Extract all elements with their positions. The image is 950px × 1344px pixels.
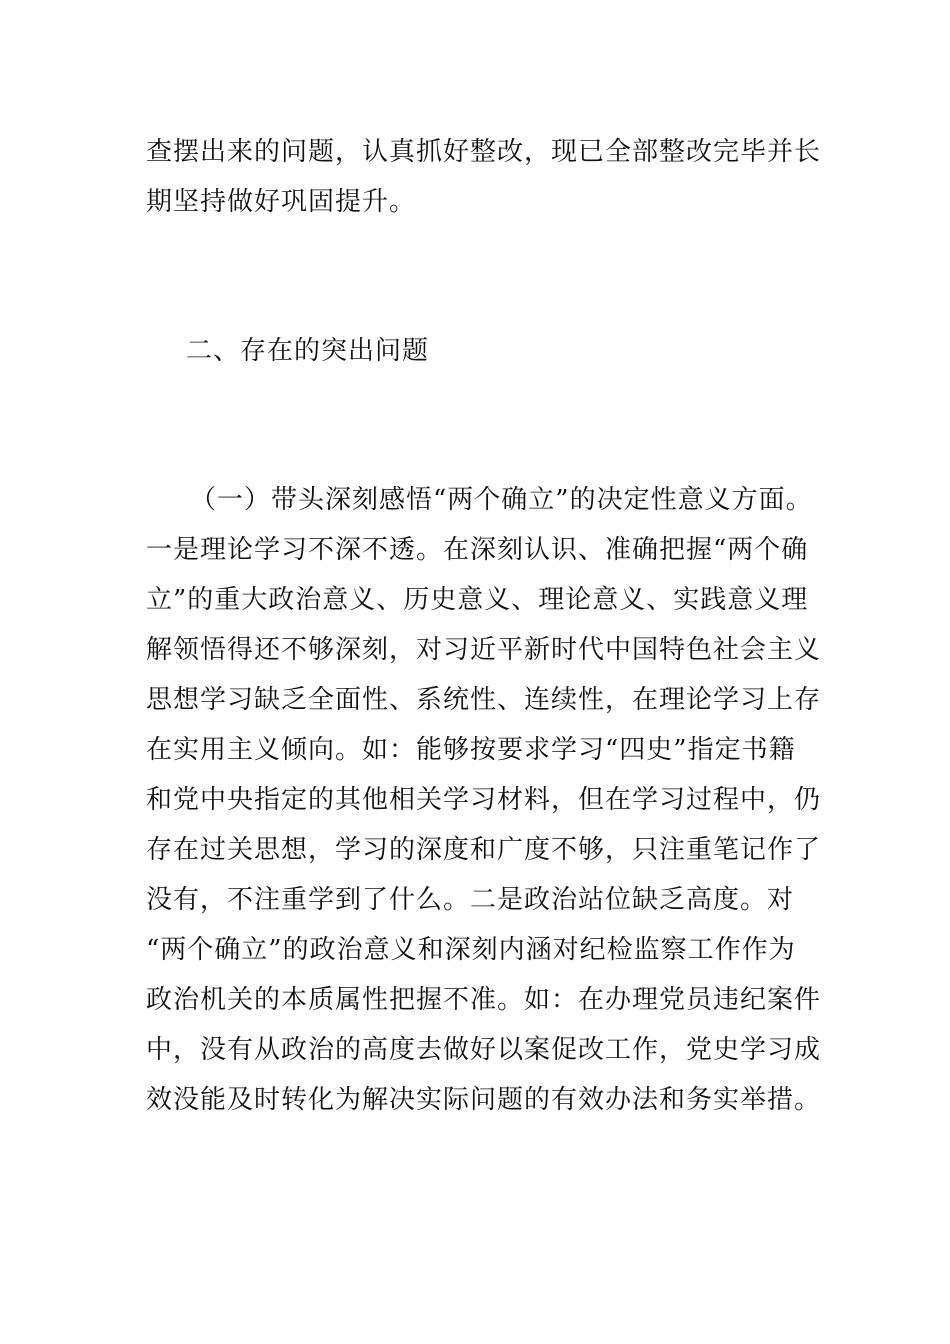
body-line-11: 政治机关的本质属性把握不准。如：在办理党员违纪案件: [146, 985, 822, 1015]
body-line-12: 中，没有从政治的高度去做好以案促改工作，党史学习成: [146, 1035, 822, 1065]
body-line-6: 在实用主义倾向。如：能够按要求学习“四史”指定书籍: [146, 735, 796, 765]
body-line-8: 存在过关思想，学习的深度和广度不够，只注重笔记作了: [146, 835, 822, 865]
body-line-4: 解领悟得还不够深刻，对习近平新时代中国特色社会主义: [146, 635, 822, 665]
section-heading: 二、存在的突出问题: [186, 336, 430, 366]
body-line-9: 没有，不注重学到了什么。二是政治站位缺乏高度。对: [146, 885, 795, 915]
body-line-13: 效没能及时转化为解决实际问题的有效办法和务实举措。: [146, 1085, 822, 1115]
body-line-1: （一）带头深刻感悟“两个确立”的决定性意义方面。: [190, 485, 813, 515]
body-line-2: 一是理论学习不深不透。在深刻认识、准确把握“两个确: [146, 535, 809, 565]
intro-line-2: 期坚持做好巩固提升。: [146, 187, 417, 217]
body-line-10: “两个确立”的政治意义和深刻内涵对纪检监察工作作为: [146, 935, 796, 965]
body-line-7: 和党中央指定的其他相关学习材料，但在学习过程中，仍: [146, 785, 822, 815]
intro-line-1: 查摆出来的问题，认真抓好整改，现已全部整改完毕并长: [146, 137, 822, 167]
body-line-3: 立”的重大政治意义、历史意义、理论意义、实践意义理: [146, 585, 809, 615]
body-line-5: 思想学习缺乏全面性、系统性、连续性，在理论学习上存: [146, 685, 822, 715]
